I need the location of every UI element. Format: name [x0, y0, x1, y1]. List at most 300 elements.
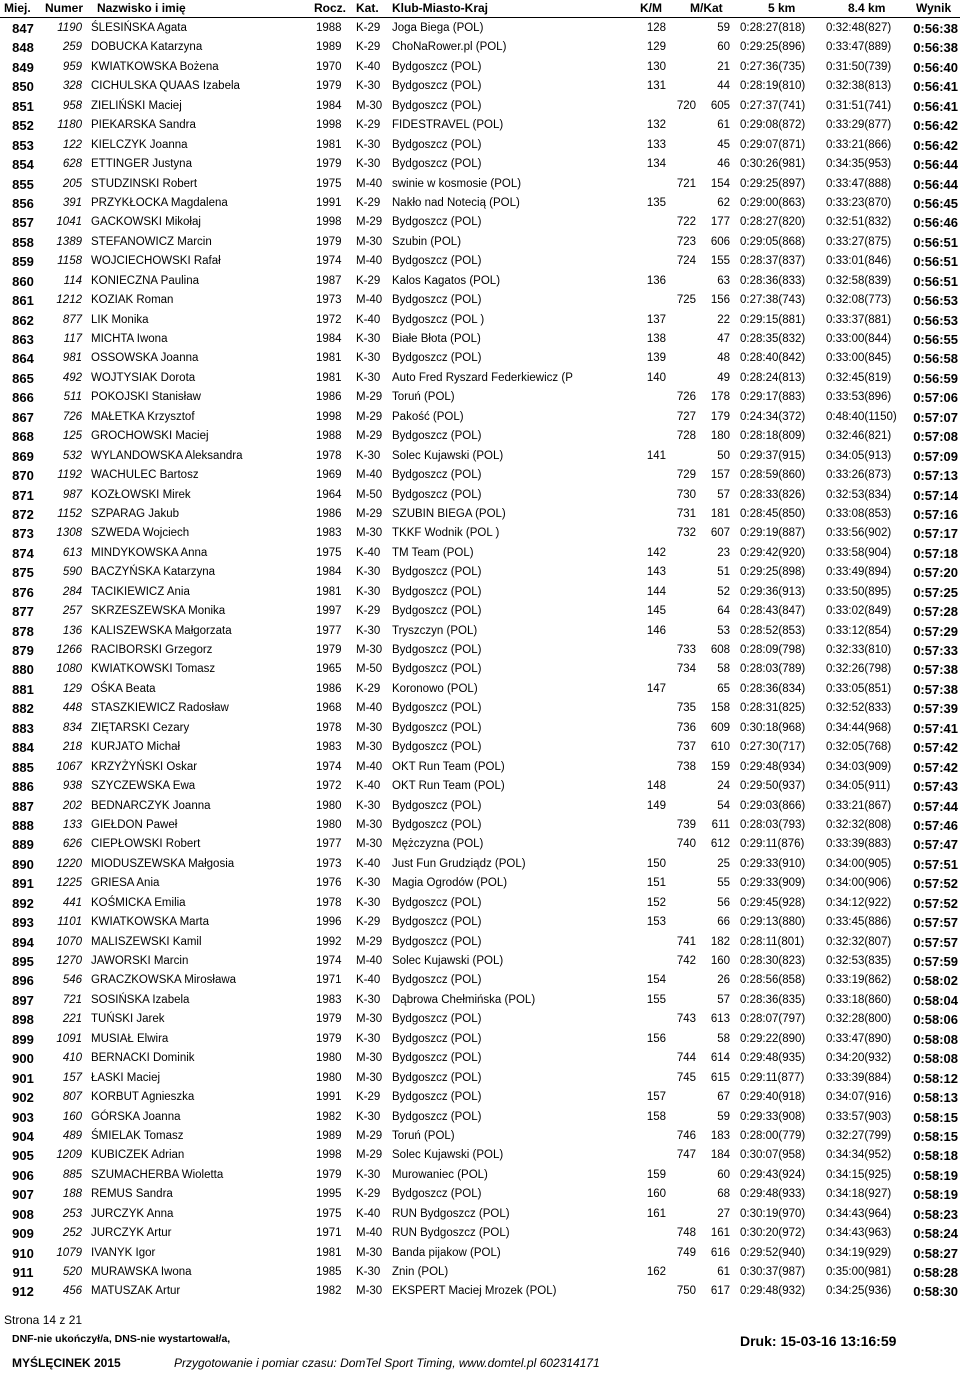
women-place-cell: 153 [646, 916, 666, 929]
place-cell: 877 [12, 604, 34, 620]
split-5km-cell: 0:28:43(847) [740, 605, 806, 618]
place-cell: 887 [12, 798, 34, 814]
club-cell: Bydgoszcz (POL) [392, 799, 482, 812]
women-place-cell: 144 [646, 585, 666, 598]
category-place-cell: 159 [710, 760, 730, 773]
table-row [0, 252, 960, 271]
category-cell: K-29 [356, 41, 381, 54]
result-time-cell: 0:56:45 [913, 195, 958, 211]
club-cell: Solec Kujawski (POL) [392, 955, 504, 967]
table-row [0, 971, 960, 990]
result-time-cell: 0:57:07 [913, 409, 958, 425]
bib-number-cell: 448 [62, 702, 82, 715]
athlete-name-cell: RACIBORSKI Grzegorz [91, 644, 213, 656]
athlete-name-cell: STASZKIEWICZ Radosław [91, 702, 229, 715]
men-place-cell: 748 [676, 1227, 696, 1240]
birth-year-cell: 1991 [316, 1091, 342, 1104]
bib-number-cell: 520 [62, 1266, 82, 1278]
category-place-cell: 25 [717, 857, 730, 870]
bib-number-cell: 259 [62, 41, 82, 54]
club-cell: Bydgoszcz (POL) [392, 80, 482, 93]
club-cell: Bydgoszcz (POL) [392, 741, 482, 754]
athlete-name-cell: IVANYK Igor [91, 1246, 156, 1259]
split-8km-cell: 0:34:25(936) [826, 1285, 892, 1298]
men-place-cell: 745 [676, 1071, 696, 1084]
timing-credit: Przygotowanie i pomiar czasu: DomTel Sport Timing, www.domtel.pl 602314171 [174, 1356, 600, 1370]
table-row [0, 991, 960, 1010]
men-place-cell: 732 [676, 527, 696, 540]
category-place-cell: 27 [717, 1207, 730, 1220]
athlete-name-cell: SZWEDA Wojciech [91, 527, 190, 540]
split-5km-cell: 0:28:03(793) [740, 818, 806, 831]
birth-year-cell: 1975 [316, 1207, 342, 1220]
club-cell: Bydgoszcz (POL) [392, 216, 482, 229]
athlete-name-cell: PIEKARSKA Sandra [91, 119, 196, 132]
birth-year-cell: 1964 [316, 488, 342, 501]
place-cell: 878 [12, 623, 34, 639]
men-place-cell: 741 [676, 935, 696, 948]
split-5km-cell: 0:28:27(820) [740, 216, 806, 229]
category-place-cell: 158 [710, 702, 730, 715]
birth-year-cell: 1974 [316, 955, 342, 967]
birth-year-cell: 1982 [316, 1285, 342, 1298]
women-place-cell: 143 [646, 566, 666, 579]
club-cell: RUN Bydgoszcz (POL) [392, 1207, 510, 1220]
split-8km-cell: 0:34:07(916) [826, 1091, 892, 1104]
result-time-cell: 0:57:14 [913, 487, 958, 503]
table-row [0, 77, 960, 96]
split-5km-cell: 0:29:40(918) [740, 1091, 806, 1104]
athlete-name-cell: CICHULSKA QUAAS Izabela [91, 80, 240, 93]
place-cell: 862 [12, 312, 34, 328]
split-8km-cell: 0:35:00(981) [826, 1266, 892, 1278]
split-5km-cell: 0:30:18(968) [740, 721, 806, 734]
place-cell: 854 [12, 157, 34, 173]
place-cell: 910 [12, 1245, 34, 1261]
category-cell: K-30 [356, 624, 381, 637]
bib-number-cell: 1190 [57, 22, 82, 34]
result-time-cell: 0:56:51 [913, 234, 958, 250]
result-time-cell: 0:58:19 [913, 1167, 958, 1183]
men-place-cell: 743 [676, 1013, 696, 1026]
category-cell: K-29 [356, 1188, 381, 1201]
split-8km-cell: 0:33:19(862) [826, 974, 892, 987]
athlete-name-cell: MURAWSKA Iwona [91, 1266, 192, 1278]
bib-number-cell: 877 [62, 313, 82, 326]
table-row [0, 1205, 960, 1224]
bib-number-cell: 221 [62, 1013, 82, 1026]
result-time-cell: 0:56:53 [913, 312, 958, 328]
place-cell: 859 [12, 254, 34, 270]
men-place-cell: 736 [676, 721, 696, 734]
category-cell: M-50 [356, 488, 383, 501]
women-place-cell: 136 [646, 274, 666, 287]
bib-number-cell: 885 [62, 1168, 82, 1181]
birth-year-cell: 1987 [316, 274, 342, 287]
table-row [0, 311, 960, 330]
birth-year-cell: 1979 [316, 235, 342, 248]
category-place-cell: 614 [710, 1052, 730, 1065]
men-place-cell: 724 [676, 255, 696, 268]
club-cell: SZUBIN BIEGA (POL) [392, 507, 506, 520]
place-cell: 851 [12, 98, 34, 114]
split-5km-cell: 0:29:25(896) [740, 41, 806, 54]
category-place-cell: 67 [717, 1091, 730, 1104]
split-8km-cell: 0:33:02(849) [826, 605, 892, 618]
club-cell: Kalos Kagatos (POL) [392, 274, 501, 287]
result-time-cell: 0:57:42 [913, 759, 958, 775]
split-8km-cell: 0:33:00(845) [826, 352, 892, 365]
bib-number-cell: 987 [62, 488, 82, 501]
club-cell: Auto Fred Ryszard Federkiewicz (P [392, 371, 573, 384]
club-cell: Bydgoszcz (POL) [392, 896, 482, 909]
men-place-cell: 734 [676, 663, 696, 676]
result-time-cell: 0:58:28 [913, 1265, 958, 1280]
split-8km-cell: 0:33:18(860) [826, 993, 892, 1006]
club-cell: Just Fun Grudziądz (POL) [392, 857, 526, 870]
club-cell: Nakło nad Notecią (POL) [392, 196, 520, 209]
birth-year-cell: 1975 [316, 177, 342, 190]
category-place-cell: 611 [711, 818, 730, 831]
split-8km-cell: 0:34:35(953) [826, 158, 892, 171]
place-cell: 855 [12, 176, 34, 192]
birth-year-cell: 1974 [316, 760, 342, 773]
split-8km-cell: 0:32:08(773) [826, 294, 892, 307]
split-5km-cell: 0:28:40(842) [740, 352, 806, 365]
split-5km-cell: 0:29:22(890) [740, 1032, 806, 1045]
men-place-cell: 728 [676, 430, 696, 443]
bib-number-cell: 456 [62, 1285, 82, 1298]
category-place-cell: 63 [717, 274, 730, 287]
men-place-cell: 746 [676, 1129, 696, 1142]
col-category-place-header: M/Kat [690, 1, 723, 15]
result-time-cell: 0:57:09 [913, 448, 958, 464]
split-8km-cell: 0:32:48(827) [826, 22, 892, 34]
result-time-cell: 0:58:18 [913, 1148, 958, 1164]
category-cell: K-30 [356, 1032, 381, 1045]
category-place-cell: 613 [710, 1013, 730, 1026]
place-cell: 900 [12, 1051, 34, 1067]
birth-year-cell: 1977 [316, 838, 342, 851]
split-5km-cell: 0:30:37(987) [740, 1266, 806, 1278]
category-cell: K-30 [356, 158, 381, 171]
result-time-cell: 0:57:44 [913, 798, 958, 814]
category-place-cell: 57 [717, 488, 730, 501]
result-time-cell: 0:58:15 [913, 1109, 958, 1125]
dnf-note: DNF-nie ukończył/a, DNS-nie wystartował/a, [12, 1333, 231, 1345]
club-cell: Toruń (POL) [392, 391, 455, 404]
category-cell: M-40 [356, 702, 383, 715]
category-cell: K-29 [356, 916, 381, 929]
bib-number-cell: 1266 [56, 644, 82, 656]
split-5km-cell: 0:29:33(908) [740, 1110, 806, 1123]
athlete-name-cell: KOŚMICKA Emilia [91, 896, 186, 909]
athlete-name-cell: ŚMIELAK Tomasz [91, 1129, 184, 1142]
bib-number-cell: 613 [62, 546, 82, 559]
women-place-cell: 150 [646, 857, 666, 870]
result-time-cell: 0:57:08 [913, 429, 958, 445]
bib-number-cell: 391 [62, 196, 82, 209]
category-place-cell: 180 [710, 430, 730, 443]
split-5km-cell: 0:29:03(866) [740, 799, 806, 812]
split-8km-cell: 0:33:05(851) [826, 682, 892, 695]
table-row [0, 408, 960, 427]
birth-year-cell: 1995 [316, 1188, 342, 1201]
birth-year-cell: 1979 [316, 158, 342, 171]
category-cell: M-40 [356, 177, 383, 190]
athlete-name-cell: KOZŁOWSKI Mirek [91, 488, 191, 501]
bib-number-cell: 1192 [57, 469, 82, 482]
split-8km-cell: 0:32:38(813) [826, 80, 892, 93]
table-row [0, 1263, 960, 1282]
category-cell: K-40 [356, 1207, 381, 1220]
split-8km-cell: 0:32:28(800) [826, 1013, 892, 1026]
birth-year-cell: 1980 [316, 799, 342, 812]
split-5km-cell: 0:28:45(850) [740, 507, 806, 520]
result-time-cell: 0:58:06 [913, 1012, 958, 1028]
split-5km-cell: 0:28:19(810) [740, 80, 806, 93]
split-5km-cell: 0:28:24(813) [740, 371, 806, 384]
birth-year-cell: 1981 [316, 1246, 342, 1259]
split-8km-cell: 0:33:56(902) [826, 527, 892, 540]
women-place-cell: 128 [646, 22, 666, 34]
place-cell: 896 [12, 973, 34, 989]
women-place-cell: 129 [646, 41, 666, 54]
category-place-cell: 179 [710, 410, 730, 423]
bib-number-cell: 1158 [57, 255, 82, 268]
bib-number-cell: 257 [62, 605, 82, 618]
result-time-cell: 0:58:30 [913, 1284, 958, 1300]
category-place-cell: 161 [710, 1227, 730, 1240]
split-5km-cell: 0:27:38(743) [740, 294, 806, 307]
club-cell: Bydgoszcz (POL) [392, 1013, 482, 1026]
club-cell: Bydgoszcz (POL) [392, 488, 482, 501]
table-row [0, 1010, 960, 1029]
athlete-name-cell: KWIATKOWSKA Marta [91, 916, 209, 929]
split-5km-cell: 0:29:19(887) [740, 527, 806, 540]
athlete-name-cell: KALISZEWSKA Małgorzata [91, 624, 232, 637]
place-cell: 902 [12, 1090, 34, 1106]
category-cell: M-29 [356, 935, 383, 948]
result-time-cell: 0:58:08 [913, 1031, 958, 1047]
result-time-cell: 0:57:52 [913, 895, 958, 911]
category-cell: M-40 [356, 1227, 383, 1240]
birth-year-cell: 1988 [316, 430, 342, 443]
split-5km-cell: 0:28:52(853) [740, 624, 806, 637]
category-cell: K-40 [356, 546, 381, 559]
page-number: Strona 14 z 21 [4, 1313, 83, 1327]
category-cell: K-30 [356, 371, 381, 384]
men-place-cell: 747 [676, 1149, 696, 1162]
category-place-cell: 157 [710, 469, 730, 482]
place-cell: 875 [12, 565, 34, 581]
women-place-cell: 152 [646, 896, 666, 909]
women-place-cell: 133 [646, 138, 666, 151]
split-5km-cell: 0:29:45(928) [740, 896, 806, 909]
category-place-cell: 608 [710, 644, 730, 656]
category-place-cell: 60 [717, 1168, 730, 1181]
result-time-cell: 0:56:59 [913, 370, 958, 386]
table-row [0, 835, 960, 854]
category-place-cell: 61 [717, 1266, 730, 1278]
place-cell: 870 [12, 468, 34, 484]
category-place-cell: 605 [710, 99, 730, 112]
result-time-cell: 0:57:42 [913, 740, 958, 756]
split-5km-cell: 0:28:31(825) [740, 702, 806, 715]
place-cell: 890 [12, 856, 34, 872]
split-8km-cell: 0:31:50(739) [826, 60, 892, 73]
athlete-name-cell: CIEPŁOWSKI Robert [91, 838, 201, 851]
club-cell: Szubin (POL) [392, 235, 462, 248]
table-row [0, 97, 960, 116]
event-name: MYŚLĘCINEK 2015 [12, 1356, 121, 1370]
category-cell: K-30 [356, 566, 381, 579]
club-cell: Bydgoszcz (POL) [392, 1071, 482, 1084]
bib-number-cell: 938 [62, 780, 82, 793]
birth-year-cell: 1996 [316, 916, 342, 929]
split-8km-cell: 0:34:19(929) [826, 1246, 892, 1259]
athlete-name-cell: POKOJSKI Stanisław [91, 391, 201, 404]
bib-number-cell: 1209 [56, 1149, 82, 1162]
category-place-cell: 58 [717, 663, 730, 676]
split-8km-cell: 0:34:05(913) [826, 449, 892, 462]
birth-year-cell: 1971 [316, 974, 342, 987]
birth-year-cell: 1984 [316, 566, 342, 579]
bib-number-cell: 218 [62, 741, 82, 754]
place-cell: 906 [12, 1167, 34, 1183]
women-place-cell: 141 [646, 449, 666, 462]
women-place-cell: 137 [646, 313, 666, 326]
athlete-name-cell: SZUMACHERBA Wioletta [91, 1168, 224, 1181]
category-place-cell: 50 [717, 449, 730, 462]
split-8km-cell: 0:33:39(883) [826, 838, 892, 851]
result-time-cell: 0:57:52 [913, 876, 958, 892]
split-8km-cell: 0:32:51(832) [826, 216, 892, 229]
table-row [0, 855, 960, 874]
table-row [0, 233, 960, 252]
table-row [0, 486, 960, 505]
category-place-cell: 60 [717, 41, 730, 54]
split-8km-cell: 0:32:53(835) [826, 955, 892, 967]
club-cell: Toruń (POL) [392, 1129, 455, 1142]
men-place-cell: 721 [676, 177, 696, 190]
result-time-cell: 0:57:47 [913, 837, 958, 853]
split-5km-cell: 0:28:35(832) [740, 333, 806, 345]
birth-year-cell: 1981 [316, 585, 342, 598]
bib-number-cell: 136 [62, 624, 82, 637]
club-cell: Bydgoszcz (POL) [392, 663, 482, 676]
table-row [0, 719, 960, 738]
place-cell: 857 [12, 215, 34, 231]
place-cell: 897 [12, 992, 34, 1008]
athlete-name-cell: BEDNARCZYK Joanna [91, 799, 211, 812]
category-place-cell: 44 [717, 80, 730, 93]
athlete-name-cell: KWIATKOWSKI Tomasz [91, 663, 216, 676]
category-place-cell: 177 [710, 216, 730, 229]
col-category-header: Kat. [356, 1, 379, 15]
bib-number-cell: 125 [62, 430, 82, 443]
athlete-name-cell: MINDYKOWSKA Anna [91, 546, 208, 559]
split-8km-cell: 0:33:57(903) [826, 1110, 892, 1123]
category-cell: K-29 [356, 605, 381, 618]
category-cell: K-40 [356, 313, 381, 326]
category-place-cell: 54 [717, 799, 730, 812]
athlete-name-cell: WOJTYSIAK Dorota [91, 371, 196, 384]
table-row [0, 1088, 960, 1107]
table-row [0, 544, 960, 563]
club-cell: Bydgoszcz (POL) [392, 1091, 482, 1104]
split-5km-cell: 0:30:20(972) [740, 1227, 806, 1240]
table-row [0, 447, 960, 466]
birth-year-cell: 1979 [316, 644, 342, 656]
men-place-cell: 738 [676, 760, 696, 773]
bib-number-cell: 1080 [56, 663, 82, 676]
results-table [0, 19, 960, 1302]
athlete-name-cell: LIK Monika [91, 313, 149, 326]
club-cell: Bydgoszcz (POL) [392, 138, 482, 151]
athlete-name-cell: MICHTA Iwona [91, 333, 168, 345]
split-8km-cell: 0:33:47(890) [826, 1032, 892, 1045]
club-cell: Bydgoszcz (POL) [392, 352, 482, 365]
club-cell: Bydgoszcz (POL) [392, 99, 482, 112]
birth-year-cell: 1983 [316, 527, 342, 540]
split-8km-cell: 0:34:18(927) [826, 1188, 892, 1201]
bib-number-cell: 1308 [56, 527, 82, 540]
birth-year-cell: 1998 [316, 119, 342, 132]
women-place-cell: 161 [646, 1207, 666, 1220]
result-time-cell: 0:56:53 [913, 293, 958, 309]
category-place-cell: 58 [717, 1032, 730, 1045]
bib-number-cell: 328 [62, 80, 82, 93]
category-cell: K-30 [356, 896, 381, 909]
result-time-cell: 0:57:13 [913, 468, 958, 484]
table-row [0, 388, 960, 407]
result-time-cell: 0:57:38 [913, 662, 958, 678]
split-5km-cell: 0:28:36(835) [740, 993, 806, 1006]
athlete-name-cell: ŁASKI Maciej [91, 1071, 161, 1084]
athlete-name-cell: ZIĘTARSKI Cezary [91, 721, 190, 734]
women-place-cell: 157 [646, 1091, 666, 1104]
bib-number-cell: 959 [62, 60, 82, 73]
women-place-cell: 154 [646, 974, 666, 987]
result-time-cell: 0:56:42 [913, 137, 958, 153]
club-cell: swinie w kosmosie (POL) [392, 177, 522, 190]
birth-year-cell: 1998 [316, 410, 342, 423]
club-cell: Mężczyzna (POL) [392, 838, 484, 851]
split-5km-cell: 0:27:36(735) [740, 60, 806, 73]
split-5km-cell: 0:29:42(920) [740, 546, 806, 559]
category-cell: M-29 [356, 410, 383, 423]
women-place-cell: 139 [646, 352, 666, 365]
split-8km-cell: 0:34:00(905) [826, 857, 892, 870]
split-5km-cell: 0:28:36(833) [740, 274, 806, 287]
category-place-cell: 23 [717, 546, 730, 559]
split-5km-cell: 0:28:07(797) [740, 1013, 806, 1026]
category-place-cell: 49 [717, 371, 730, 384]
athlete-name-cell: MIODUSZEWSKA Małgosia [91, 857, 235, 870]
table-row [0, 952, 960, 971]
split-8km-cell: 0:32:05(768) [826, 741, 892, 754]
men-place-cell: 722 [676, 216, 696, 229]
split-5km-cell: 0:28:00(779) [740, 1129, 806, 1142]
bib-number-cell: 721 [62, 993, 82, 1006]
table-row [0, 1244, 960, 1263]
table-row [0, 680, 960, 699]
category-place-cell: 62 [717, 196, 730, 209]
category-cell: M-40 [356, 955, 383, 967]
category-place-cell: 181 [710, 507, 730, 520]
women-place-cell: 140 [646, 371, 666, 384]
